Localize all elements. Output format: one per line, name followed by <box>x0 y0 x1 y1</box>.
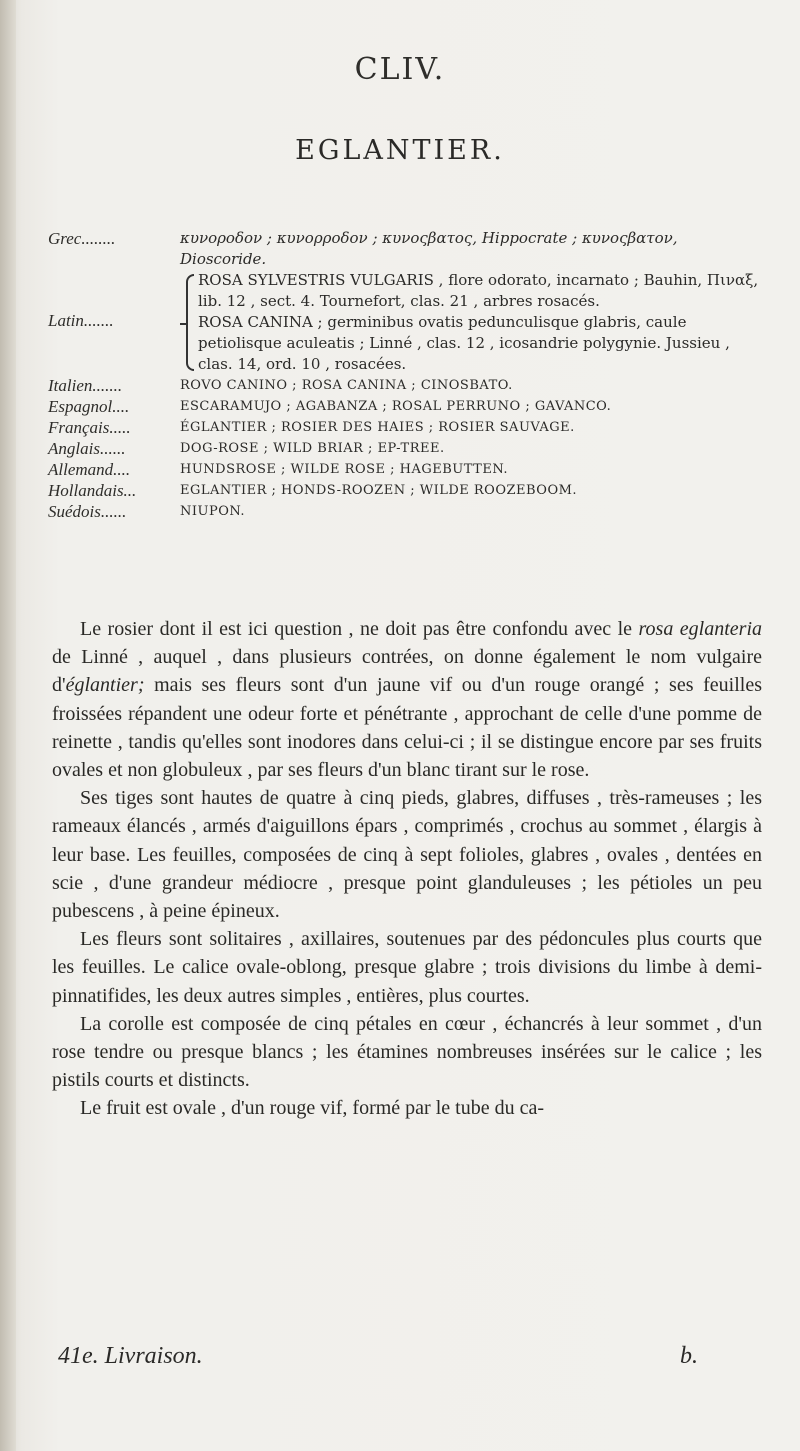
synonym-names: NIUPON. <box>180 504 246 519</box>
lang-label: Espagnol.... <box>48 397 130 416</box>
lang-label: Hollandais... <box>48 481 137 500</box>
page-folio: CLIV. <box>354 52 446 87</box>
lang-label: Français..... <box>48 418 131 437</box>
synonym-row-suedois <box>48 501 768 522</box>
lang-label: Latin....... <box>48 311 114 330</box>
synonym-row-grec <box>48 228 768 270</box>
synonym-row-espagnol <box>48 396 768 417</box>
text-run: Le rosier dont il est ici question , ne doit pas être confondu avec le <box>80 618 639 640</box>
synonym-names: ESCARAMUJO ; AGABANZA ; ROSAL PERRUNO ; GAVANCO. <box>180 399 612 414</box>
brace-icon <box>180 270 192 375</box>
synonym-names: HUNDSROSE ; WILDE ROSE ; HAGEBUTTEN. <box>180 462 509 477</box>
paragraph-1 <box>52 615 762 784</box>
latin-brace-group <box>180 270 768 375</box>
synonym-row-anglais <box>48 438 768 459</box>
text-run-italic: rosa eglanteria <box>638 618 762 640</box>
text-run-italic: églantier; <box>65 674 145 697</box>
page-spine-shadow <box>0 0 16 1451</box>
lang-label: Grec........ <box>48 229 116 248</box>
livraison-label: 41e. Livraison. <box>58 1343 203 1369</box>
synonym-names: ÉGLANTIER ; ROSIER DES HAIES ; ROSIER SAUVAGE. <box>180 420 575 435</box>
lang-label: Allemand.... <box>48 460 131 479</box>
synonym-row-italien <box>48 375 768 396</box>
synonym-names: κυνοροδον ; κυνορροδον ; κυνοςβατος, Hippocrate ; κυνοςβατον, Dioscoride. <box>180 229 678 268</box>
synonym-row-hollandais <box>48 480 768 501</box>
synonym-row-allemand <box>48 459 768 480</box>
synonym-names: ROVO CANINO ; ROSA CANINA ; CINOSBATO. <box>180 378 513 393</box>
paragraph-3: Les fleurs sont solitaires , axillaires, soutenues par des pédoncules plus courts que les feuilles. Le calice ovale-oblong, presque glabre ; trois divisions du limbe à demi-pinnatifides, les deux autres simples , entières, plus courtes. <box>52 928 762 1007</box>
synonym-names: DOG-ROSE ; WILD BRIAR ; EP-TREE. <box>180 441 445 456</box>
text-run: mais ses fleurs sont d'un jaune vif ou d'un rouge orangé ; ses feuilles froissées répandent une odeur forte et pénétrante , approchant de celle d'une pomme de reinette , tandis qu'elles sont inodores dans celui-ci ; il se distingue encore par ses fruits ovales et non globuleux , par ses fleurs d'un blanc tirant sur le rose. <box>52 674 762 782</box>
description-text <box>52 615 762 1123</box>
synonym-row-latin <box>48 270 768 375</box>
lang-label: Italien....... <box>48 376 123 395</box>
text-run: de Linné , auquel , dans plusieurs contrées, on donne également le nom vulgaire d' <box>52 646 762 697</box>
lang-label: Suédois...... <box>48 502 127 521</box>
paragraph-2: Ses tiges sont hautes de quatre à cinq pieds, glabres, diffuses , très-rameuses ; les rameaux élancés , armés d'aiguillons épars , comprimés , crochus au sommet , élargis à leur base. Les feuilles, composées de cinq à sept folioles, glabres , ovales , dentées en scie , d'une grandeur médiocre , presque point glanduleuses ; les pétioles un peu pubescens , à peine épineux. <box>52 787 762 923</box>
latin-entry-bauhin: ROSA SYLVESTRIS VULGARIS , flore odorato, incarnato ; Bauhin, Πιναξ, lib. 12 , sect. 4. Tournefort, clas. 21 , arbres rosacés. <box>198 271 759 310</box>
lang-label: Anglais...... <box>48 439 126 458</box>
paragraph-5: Le fruit est ovale , d'un rouge vif, formé par le tube du ca- <box>80 1097 544 1120</box>
synonym-names: EGLANTIER ; HONDS-ROOZEN ; WILDE ROOZEBOOM. <box>180 483 578 498</box>
page-footer <box>58 1343 698 1370</box>
latin-entry-linne: ROSA CANINA ; germinibus ovatis pedunculisque glabris, caule petiolisque aculeatis ; Linné , clas. 12 , icosandrie polygynie. Jussieu , clas. 14, ord. 10 , rosacées. <box>198 313 730 373</box>
paragraph-4: La corolle est composée de cinq pétales en cœur , échancrés à leur sommet , d'un rose tendre ou presque blancs ; les étamines nombreuses insérées sur le calice ; les pistils courts et distincts. <box>52 1012 762 1092</box>
signature-mark: b. <box>680 1343 698 1369</box>
page-title: EGLANTIER. <box>295 135 505 166</box>
synonym-row-francais <box>48 417 768 438</box>
synonym-list <box>48 228 768 522</box>
